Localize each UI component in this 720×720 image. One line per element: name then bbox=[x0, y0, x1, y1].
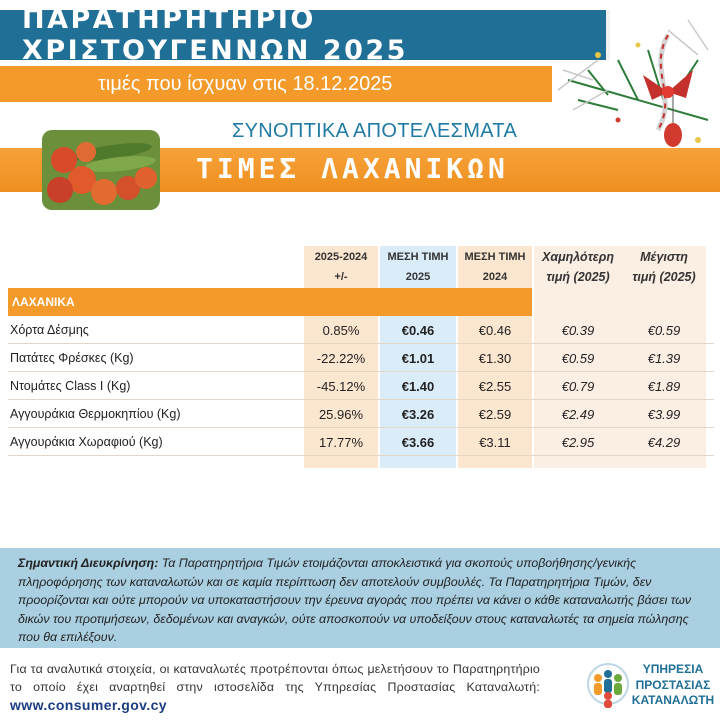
date-banner bbox=[72, 66, 552, 102]
mean-2024-value: €0.46 bbox=[478, 322, 512, 338]
footer-note bbox=[10, 660, 540, 715]
item-name: Πατάτες Φρέσκες (Kg) bbox=[10, 351, 134, 365]
header-max-line1: Μέγιστη bbox=[640, 250, 688, 264]
table-row bbox=[8, 344, 714, 372]
disclaimer-box bbox=[0, 548, 720, 648]
header-mean-2025 bbox=[380, 246, 456, 288]
mean-2025-value: €0.46 bbox=[401, 322, 435, 338]
page-title: ΠΑΡΑΤΗΡΗΤΗΡΙΟ ΧΡΙΣΤΟΥΓΕΝΝΩΝ 2025 bbox=[0, 10, 610, 60]
max-value: €1.89 bbox=[647, 378, 681, 394]
max-value: €0.59 bbox=[647, 322, 681, 338]
diff-value: -45.12% bbox=[316, 378, 366, 394]
mean-2025-value: €3.66 bbox=[401, 434, 435, 450]
diff-value: -22.22% bbox=[316, 350, 366, 366]
item-name: Χόρτα Δέσμης bbox=[10, 323, 89, 337]
header-mean-2025-line2: 2025 bbox=[405, 271, 431, 283]
logo-line-3: ΚΑΤΑΝΑΛΩΤΗ bbox=[631, 693, 715, 707]
diff-value: 17.77% bbox=[318, 434, 364, 450]
table-row bbox=[8, 400, 714, 428]
date-banner-extension bbox=[0, 66, 72, 102]
mean-2025-value: €1.01 bbox=[401, 350, 435, 366]
header-diff bbox=[304, 246, 378, 288]
header-max bbox=[622, 246, 706, 288]
section-title: ΤΙΜΕΣ ΛΑΧΑΝΙΚΩΝ bbox=[196, 152, 509, 185]
table-row bbox=[8, 372, 714, 400]
table-row bbox=[8, 428, 714, 456]
max-value: €3.99 bbox=[647, 406, 681, 422]
table-row bbox=[8, 316, 714, 344]
header-diff-line1: 2025-2024 bbox=[314, 251, 368, 263]
header-mean-2024-line1: ΜΕΣΗ ΤΙΜΗ bbox=[464, 251, 526, 263]
disclaimer-text: Τα Παρατηρητήρια Τιμών ετοιμάζονται αποκλειστικά για σκοπούς υποβοήθησης/γενικής πληροφόρησης των καταναλωτών και σε καμία περίπτωση δεν αποτελούν συμβουλές. Τα Παρατηρητήρια Τιμών, δεν προορίζονται και ούτε μπορούν να υποκαταστήσουν την έρευνα αγοράς που πρέπει να κάνει ο κάθε καταναλωτής βάσει των δικών του προτιμήσεων, δεδομένων και αναγκών, ούτε αποσκοπούν να υποδείξουν στους καταναλωτές τα σημεία πώλησης που θα επιλέξουν. bbox=[18, 556, 692, 644]
diff-value: 25.96% bbox=[318, 406, 364, 422]
logo-text bbox=[630, 662, 716, 709]
item-name: Αγγουράκια Θερμοκηπίου (Kg) bbox=[10, 407, 181, 421]
consumer-protection-logo bbox=[586, 656, 716, 716]
footer-text: Για τα αναλυτικά στοιχεία, οι καταναλωτές προτρέπονται όπως μελετήσουν το Παρατηρητήριο το οποίο έχει αναρτηθεί στην ιστοσελίδα της Υπηρεσίας Προστασίας Καταναλωτή: bbox=[10, 662, 540, 694]
min-value: €2.49 bbox=[561, 406, 595, 422]
min-value: €0.79 bbox=[561, 378, 595, 394]
vegetables-image bbox=[42, 130, 160, 210]
header-diff-line2: +/- bbox=[334, 271, 348, 283]
prices-table bbox=[8, 246, 714, 468]
item-name: Αγγουράκια Χωραφιού (Kg) bbox=[10, 435, 163, 449]
date-line: τιμές που ίσχυαν στις 18.12.2025 bbox=[98, 72, 393, 95]
item-name: Ντομάτες Class I (Kg) bbox=[10, 379, 131, 393]
disclaimer-lead: Σημαντική Διευκρίνηση: bbox=[18, 556, 159, 570]
mean-2025-value: €3.26 bbox=[401, 406, 435, 422]
min-value: €0.39 bbox=[561, 322, 595, 338]
mean-2024-value: €2.55 bbox=[478, 378, 512, 394]
header-max-line2: τιμή (2025) bbox=[632, 270, 696, 284]
max-value: €1.39 bbox=[647, 350, 681, 366]
header-min-line1: Χαμηλότερη bbox=[542, 250, 614, 264]
min-value: €2.95 bbox=[561, 434, 595, 450]
logo-line-2: ΠΡΟΣΤΑΣΙΑΣ bbox=[635, 677, 711, 692]
max-value: €4.29 bbox=[647, 434, 681, 450]
people-logo-icon bbox=[586, 662, 630, 712]
header-mean-2024-line2: 2024 bbox=[482, 271, 508, 283]
diff-value: 0.85% bbox=[322, 322, 360, 338]
header-min-line2: τιμή (2025) bbox=[546, 270, 610, 284]
mean-2024-value: €3.11 bbox=[479, 434, 511, 450]
category-row: ΛΑΧΑΝΙΚΑ bbox=[8, 288, 532, 316]
header-mean-2024 bbox=[458, 246, 532, 288]
summary-subtitle: ΣΥΝΟΠΤΙΚΑ ΑΠΟΤΕΛΕΣΜΑΤΑ bbox=[232, 120, 518, 142]
mean-2024-value: €2.59 bbox=[478, 406, 512, 422]
header-min bbox=[534, 246, 622, 288]
min-value: €0.59 bbox=[561, 350, 595, 366]
logo-line-1: ΥΠΗΡΕΣΙΑ bbox=[642, 662, 704, 676]
mean-2025-value: €1.40 bbox=[401, 378, 435, 394]
mean-2024-value: €1.30 bbox=[478, 350, 512, 366]
website-link[interactable]: www.consumer.gov.cy bbox=[10, 697, 167, 713]
header-mean-2025-line1: ΜΕΣΗ ΤΙΜΗ bbox=[387, 251, 449, 263]
